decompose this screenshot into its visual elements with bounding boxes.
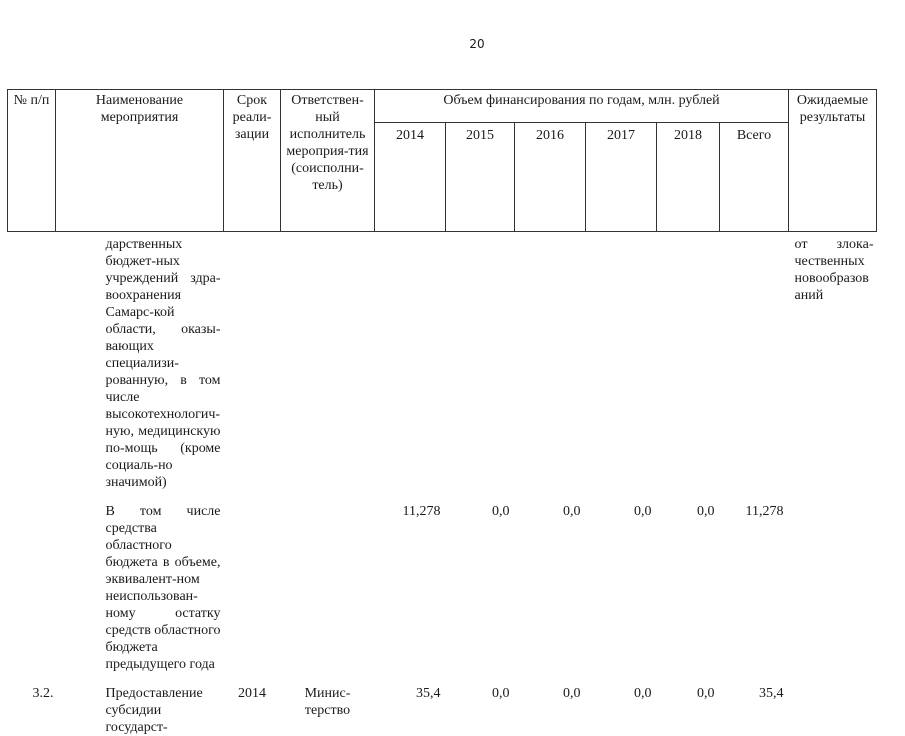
- header-results: Ожидаемые результаты: [789, 90, 877, 232]
- row-value: 0,0: [563, 686, 581, 701]
- row-results: [789, 685, 877, 736]
- row-results: [789, 503, 877, 673]
- row-value: 0,0: [634, 504, 652, 519]
- row-value: 0,0: [492, 504, 510, 519]
- header-year-2016: 2016: [515, 123, 586, 232]
- row-term: 2014: [238, 686, 266, 701]
- header-year-total: Всего: [720, 123, 789, 232]
- row-name: Предоставление субсидии государст-: [105, 686, 203, 735]
- header-year-2014: 2014: [375, 123, 446, 232]
- row-value: [375, 232, 446, 492]
- row-value: [515, 232, 586, 492]
- table-row: [8, 503, 877, 673]
- row-name: В том числе средства областного бюджета в объеме, эквивалент-ном неиспользован-ному остатку средств областного бюджета предыдущего года: [105, 504, 221, 672]
- header-name: Наименование мероприятия: [56, 90, 224, 232]
- row-value: 11,278: [402, 504, 441, 519]
- table-row: [8, 685, 877, 736]
- row-value: [446, 232, 515, 492]
- row-value: [720, 232, 789, 492]
- table-row: [8, 232, 877, 492]
- row-name: дарственных бюджет-ных учреждений здра-воохранения Самарс-кой области, оказы-вающих специализи-рованную, в том числе высокотехнологич-ную, медицинскую по-мощь (кроме социаль-но значимой): [105, 237, 221, 490]
- row-term: [224, 232, 281, 492]
- row-value: 0,0: [492, 686, 510, 701]
- page-number: 20: [469, 37, 485, 51]
- header-num: № п/п: [8, 90, 56, 232]
- funding-table: [7, 89, 877, 736]
- row-value: 35,4: [759, 686, 784, 701]
- row-num: [8, 503, 56, 673]
- row-value: 11,278: [745, 504, 784, 519]
- header-responsible: Ответствен-ный исполнитель мероприя-тия (соисполни-тель): [281, 90, 375, 232]
- header-funding: Объем финансирования по годам, млн. рублей: [375, 90, 789, 123]
- header-term: Срок реали-зации: [224, 90, 281, 232]
- header-year-2015: 2015: [446, 123, 515, 232]
- row-responsible: [281, 232, 375, 492]
- row-term: [224, 503, 281, 673]
- row-results: от злока-чественных новообразов аний: [794, 237, 874, 303]
- row-value: 0,0: [634, 686, 652, 701]
- row-value: [657, 232, 720, 492]
- row-num: [8, 232, 56, 492]
- row-value: 0,0: [697, 686, 715, 701]
- header-year-2017: 2017: [586, 123, 657, 232]
- row-value: 0,0: [697, 504, 715, 519]
- row-num: 3.2.: [32, 686, 54, 701]
- row-value: 35,4: [416, 686, 441, 701]
- row-responsible: Минис-терство: [304, 686, 351, 718]
- row-value: [586, 232, 657, 492]
- row-value: 0,0: [563, 504, 581, 519]
- row-responsible: [281, 503, 375, 673]
- header-year-2018: 2018: [657, 123, 720, 232]
